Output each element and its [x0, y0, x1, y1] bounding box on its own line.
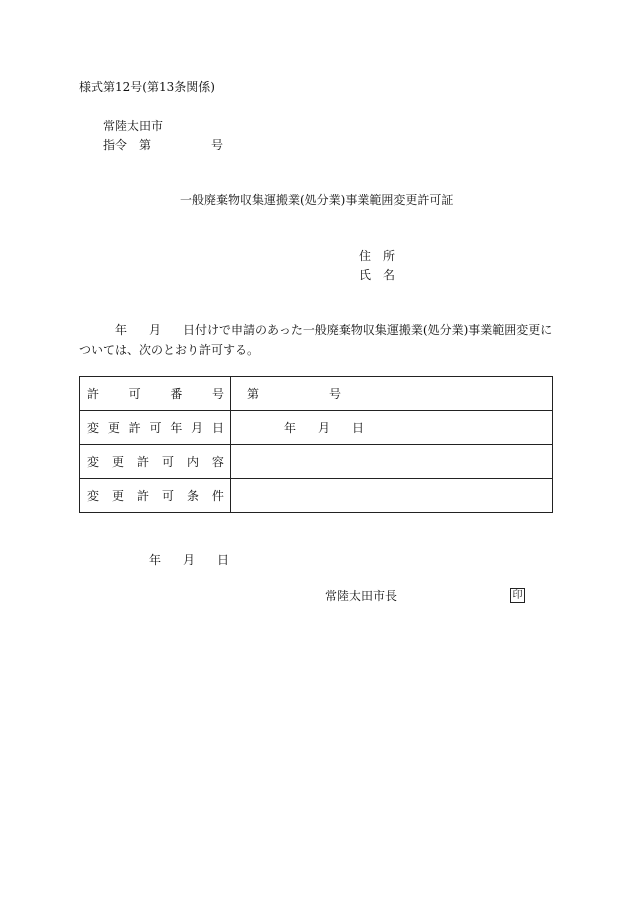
document-title: 一般廃棄物収集運搬業(処分業)事業範囲変更許可証	[180, 193, 454, 207]
row-label-change-content	[80, 445, 231, 479]
label-char: 更	[107, 421, 120, 435]
permit-prefix: 第	[247, 387, 260, 401]
body-line-2: ついては、次のとおり許可する。	[79, 343, 260, 357]
label-char: 番	[170, 387, 183, 401]
issue-day: 日	[217, 553, 230, 567]
issue-date	[149, 553, 229, 567]
issue-month: 月	[183, 553, 196, 567]
name-label	[359, 268, 395, 282]
directive-suffix: 号	[211, 138, 224, 152]
label-char: 可	[161, 489, 174, 503]
row-label-change-date	[80, 411, 231, 445]
change-date-month: 月	[318, 421, 331, 435]
label-char: 許	[136, 489, 149, 503]
issue-year: 年	[149, 553, 162, 567]
label-char: 件	[211, 489, 224, 503]
label-char: 変	[87, 489, 100, 503]
seal-stamp: 印	[510, 588, 525, 603]
row-label-change-conditions	[80, 479, 231, 513]
name-label-char: 名	[382, 268, 395, 282]
label-char: 日	[211, 421, 224, 435]
address-label-char: 所	[382, 249, 395, 263]
label-char: 可	[149, 421, 162, 435]
change-content-value	[231, 445, 553, 479]
label-char: 許	[128, 421, 141, 435]
body-month: 月	[149, 323, 162, 337]
form-number: 様式第12号(第13条関係)	[79, 80, 215, 94]
label-char: 条	[186, 489, 199, 503]
change-date-value	[231, 411, 553, 445]
change-date-day: 日	[352, 421, 365, 435]
name-label-char: 氏	[359, 268, 372, 282]
table-row	[80, 479, 553, 513]
issuer-city: 常陸太田市	[103, 119, 164, 133]
label-char: 更	[111, 489, 124, 503]
table-row	[80, 377, 553, 411]
body-line1-rest: 日付けで申請のあった一般廃棄物収集運搬業(処分業)事業範囲変更に	[183, 323, 553, 337]
address-label-char: 住	[359, 249, 372, 263]
permit-number-value	[231, 377, 553, 411]
label-char: 変	[87, 455, 100, 469]
body-year: 年	[115, 323, 128, 337]
label-char: 号	[211, 387, 224, 401]
label-char: 月	[191, 421, 204, 435]
directive-number	[103, 138, 223, 152]
label-char: 可	[161, 455, 174, 469]
label-char: 許	[87, 387, 100, 401]
change-date-year: 年	[284, 421, 297, 435]
table-row	[80, 411, 553, 445]
table-row	[80, 445, 553, 479]
directive-prefix: 指令 第	[103, 138, 152, 152]
signatory-title: 常陸太田市長	[325, 589, 398, 603]
row-label-permit-number	[80, 377, 231, 411]
label-char: 容	[211, 455, 224, 469]
label-char: 許	[136, 455, 149, 469]
label-char: 変	[87, 421, 100, 435]
permit-table	[79, 376, 553, 513]
permit-suffix: 号	[329, 387, 342, 401]
body-line-1	[115, 323, 552, 337]
label-char: 年	[170, 421, 183, 435]
change-conditions-value	[231, 479, 553, 513]
address-label	[359, 249, 395, 263]
label-char: 内	[186, 455, 199, 469]
label-char: 更	[111, 455, 124, 469]
label-char: 可	[128, 387, 141, 401]
